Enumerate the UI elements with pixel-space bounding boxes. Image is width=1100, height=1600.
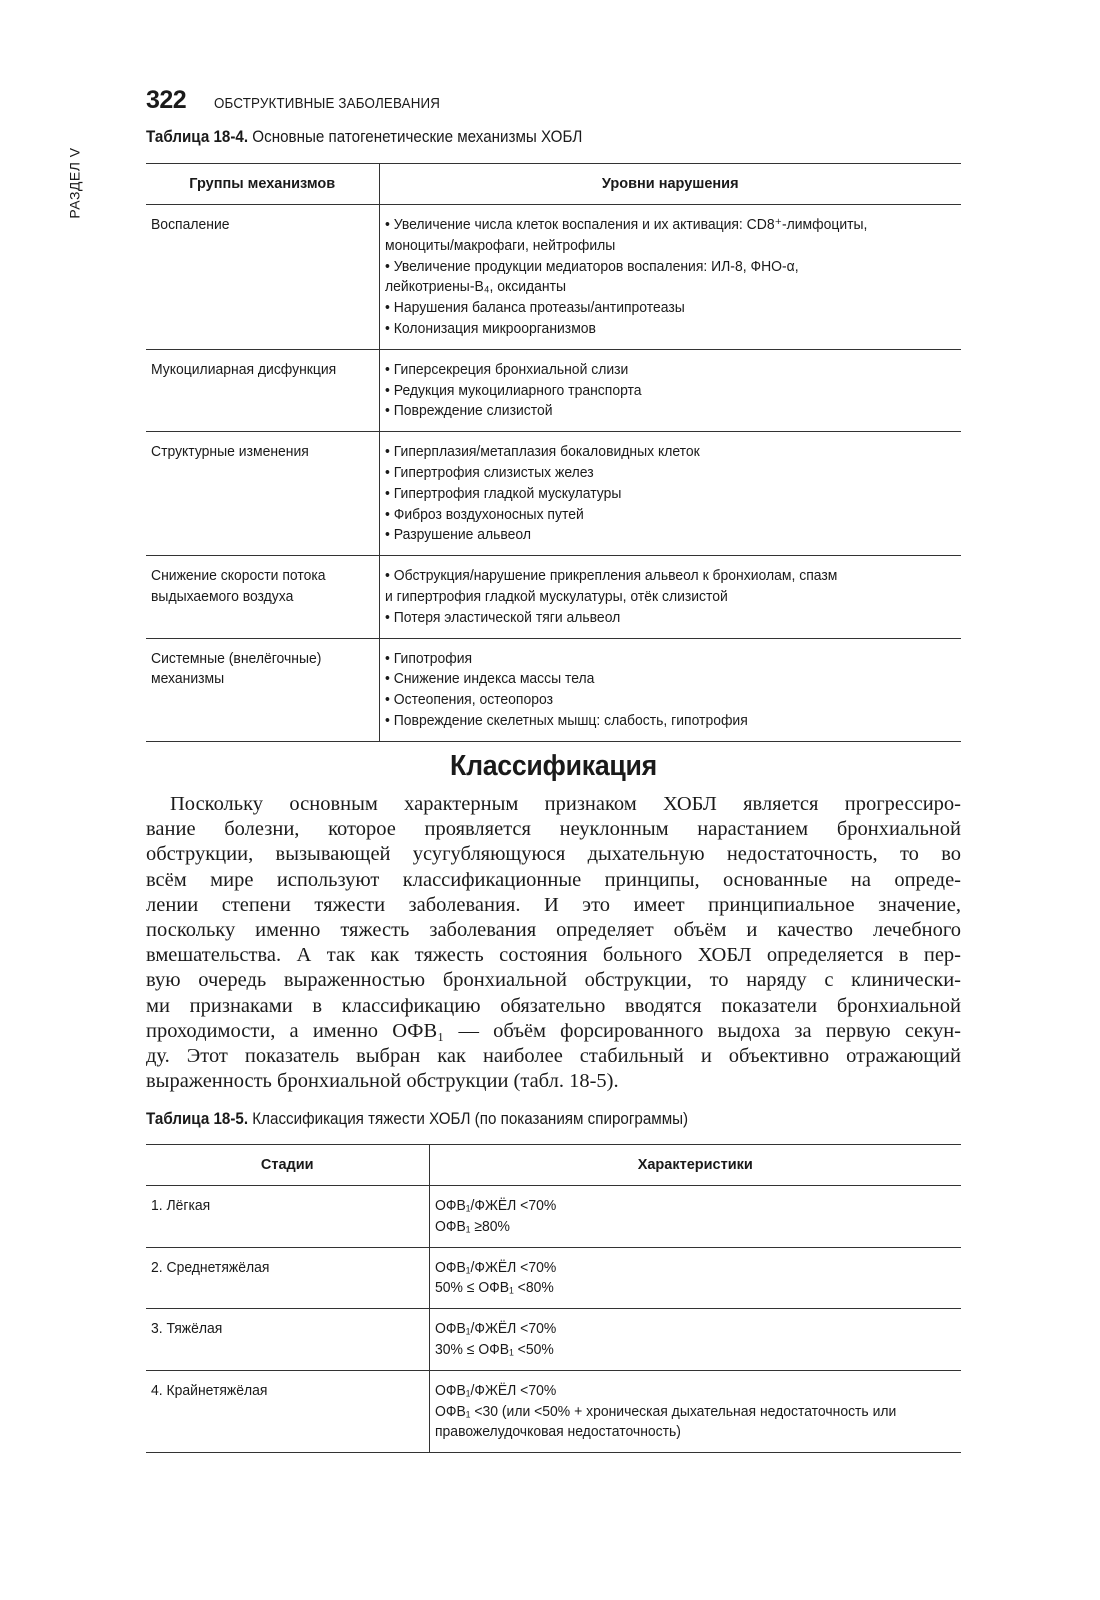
section-tab-label: РАЗДЕЛ V: [67, 147, 83, 219]
paragraph-line: вание болезни, которое проявляется неуклонным нарастанием бронхиальной: [146, 818, 961, 841]
disorder-item: • Гипертрофия гладкой мускулатуры: [384, 484, 621, 502]
disorder-item: • Колонизация микроорганизмов: [384, 319, 596, 337]
stage-label: 4. Крайнетяжёлая: [151, 1381, 268, 1399]
mechanism-group-cell: [146, 638, 379, 741]
section-tab: [60, 138, 90, 228]
characteristic-line: 50% ≤ ОФВ₁ <80%: [434, 1279, 554, 1297]
disorder-item: • Потеря эластической тяги альвеол: [384, 608, 620, 626]
table1-caption: [146, 128, 582, 147]
mechanism-group-cell: [146, 432, 379, 556]
disorder-item: лейкотриены-B₄, оксиданты: [384, 278, 566, 296]
table-row: [146, 556, 961, 638]
table-header-row: [146, 164, 961, 205]
mechanism-group-cell: [146, 556, 379, 638]
disorder-item: • Фиброз воздухоносных путей: [384, 505, 584, 523]
page-header: [146, 86, 460, 115]
disorder-item: • Нарушения баланса протеазы/антипротеазы: [384, 299, 685, 317]
disorder-item: • Гиперплазия/метаплазия бокаловидных клеток: [384, 443, 700, 461]
disorder-levels-cell: [379, 205, 961, 350]
table-row: [146, 205, 961, 350]
table1-caption-label: Таблица 18-4.: [146, 128, 249, 146]
characteristic-line: ОФВ₁/ФЖЁЛ <70%: [434, 1197, 556, 1214]
disorder-item: • Повреждение слизистой: [384, 402, 553, 420]
table-row: [146, 1309, 961, 1371]
disorder-item: • Гиперсекреция бронхиальной слизи: [384, 360, 628, 378]
characteristic-line: ОФВ₁ <30 (или <50% + хроническая дыхательная недостаточность или: [434, 1402, 896, 1420]
table2-caption: [146, 1110, 688, 1129]
disorder-item: • Увеличение продукции медиаторов воспаления: ИЛ-8, ФНО-α,: [384, 257, 799, 275]
table-row: [146, 349, 961, 431]
disorder-item: • Обструкция/нарушение прикрепления альвеол к бронхиолам, спазм: [384, 567, 837, 585]
table1-caption-text: Основные патогенетические механизмы ХОБЛ: [248, 128, 583, 146]
disorder-levels-cell: [379, 349, 961, 431]
disorder-item: • Разрушение альвеол: [384, 526, 531, 544]
table-row: [146, 1247, 961, 1309]
mechanism-group-cell: [146, 205, 379, 350]
mechanism-group: Снижение скорости потока: [151, 567, 326, 585]
characteristics-cell: [429, 1309, 961, 1371]
characteristic-line: 30% ≤ ОФВ₁ <50%: [434, 1340, 554, 1358]
paragraph-line: выраженность бронхиальной обструкции (табл. 18-5).: [146, 1070, 619, 1093]
disorder-item: • Гипертрофия слизистых желез: [384, 463, 594, 481]
table1-body: [146, 205, 961, 742]
disorder-item: • Гипотрофия: [384, 649, 472, 667]
paragraph-line: проходимости, а именно ОФВ₁ — объём форсированного выдоха за первую секун-: [146, 1019, 961, 1042]
disorder-levels-cell: [379, 556, 961, 638]
characteristic-line: ОФВ₁ ≥80%: [434, 1217, 510, 1235]
paragraph-line: всём мире используют классификационные принципы, основанные на опреде-: [146, 868, 961, 891]
characteristics-cell: [429, 1247, 961, 1309]
stage-cell: [146, 1309, 429, 1371]
section-heading: Классификация: [450, 750, 657, 782]
paragraph-line: Поскольку основным характерным признаком ХОБЛ является прогрессиро-: [170, 793, 961, 815]
table-row: [146, 1186, 961, 1248]
table-row: [146, 432, 961, 556]
stage-label: 3. Тяжёлая: [151, 1320, 223, 1338]
characteristic-line: ОФВ₁/ФЖЁЛ <70%: [434, 1320, 556, 1338]
mechanism-group: механизмы: [151, 670, 225, 688]
running-title: ОБСТРУКТИВНЫЕ ЗАБОЛЕВАНИЯ: [214, 96, 441, 112]
column-header: Группы механизмов: [146, 164, 379, 205]
stage-cell: [146, 1186, 429, 1248]
disorder-levels-cell: [379, 638, 961, 741]
paragraph-line: вмешательства. А так как тяжесть состояния больного ХОБЛ определяется в пер-: [146, 944, 961, 967]
column-header: Характеристики: [429, 1145, 961, 1186]
characteristic-line: ОФВ₁/ФЖЁЛ <70%: [434, 1258, 556, 1276]
table-pathogenesis: [146, 163, 961, 742]
mechanism-group-cell: [146, 349, 379, 431]
mechanism-group: Мукоцилиарная дисфункция: [151, 360, 337, 378]
stage-label: 2. Среднетяжёлая: [151, 1258, 270, 1276]
paragraph-line: обструкции, вызывающей усугубляющуюся дыхательную недостаточность, то во: [146, 843, 961, 866]
characteristic-line: правожелудочковая недостаточность): [434, 1423, 681, 1441]
table-row: [146, 638, 961, 741]
body-paragraph: [146, 792, 961, 1094]
disorder-item: • Остеопения, остеопороз: [384, 691, 553, 709]
paragraph-line: ми признаками в классификацию обязательно вводятся показатели бронхиальной: [146, 994, 961, 1017]
mechanism-group: Системные (внелёгочные): [151, 649, 322, 667]
table-severity: [146, 1144, 961, 1453]
mechanism-group: Воспаление: [151, 216, 230, 233]
table2-caption-text: Классификация тяжести ХОБЛ (по показаниям спирограммы): [248, 1110, 689, 1128]
stage-cell: [146, 1247, 429, 1309]
table2-body: [146, 1186, 961, 1453]
column-header: Стадии: [146, 1145, 429, 1186]
paragraph-line: поскольку именно тяжесть заболевания определяет объём и качество лечебного: [146, 918, 961, 941]
disorder-item: • Редукция мукоцилиарного транспорта: [384, 381, 642, 399]
disorder-item: • Повреждение скелетных мышц: слабость, гипотрофия: [384, 711, 748, 729]
mechanism-group: Структурные изменения: [151, 443, 309, 461]
characteristics-cell: [429, 1186, 961, 1248]
stage-cell: [146, 1370, 429, 1452]
table-row: [146, 1370, 961, 1452]
table2-caption-label: Таблица 18-5.: [146, 1110, 249, 1128]
paragraph-line: лении степени тяжести заболевания. И это имеет принципиальное значение,: [146, 893, 961, 916]
stage-label: 1. Лёгкая: [151, 1197, 211, 1214]
page-number: 322: [146, 86, 187, 114]
paragraph-line: ду. Этот показатель выбран как наиболее стабильный и объективно отражающий: [146, 1044, 961, 1067]
disorder-levels-cell: [379, 432, 961, 556]
disorder-item: моноциты/макрофаги, нейтрофилы: [384, 236, 615, 254]
disorder-item: • Увеличение числа клеток воспаления и их активация: CD8⁺-лимфоциты,: [384, 216, 867, 233]
characteristic-line: ОФВ₁/ФЖЁЛ <70%: [434, 1381, 556, 1399]
paragraph-line: вую очередь выраженностью бронхиальной обструкции, то наряду с клинически-: [146, 969, 961, 992]
column-header: Уровни нарушения: [379, 164, 961, 205]
mechanism-group: выдыхаемого воздуха: [151, 587, 294, 605]
characteristics-cell: [429, 1370, 961, 1452]
disorder-item: • Снижение индекса массы тела: [384, 670, 594, 688]
disorder-item: и гипертрофия гладкой мускулатуры, отёк слизистой: [384, 587, 728, 605]
table-header-row: [146, 1145, 961, 1186]
